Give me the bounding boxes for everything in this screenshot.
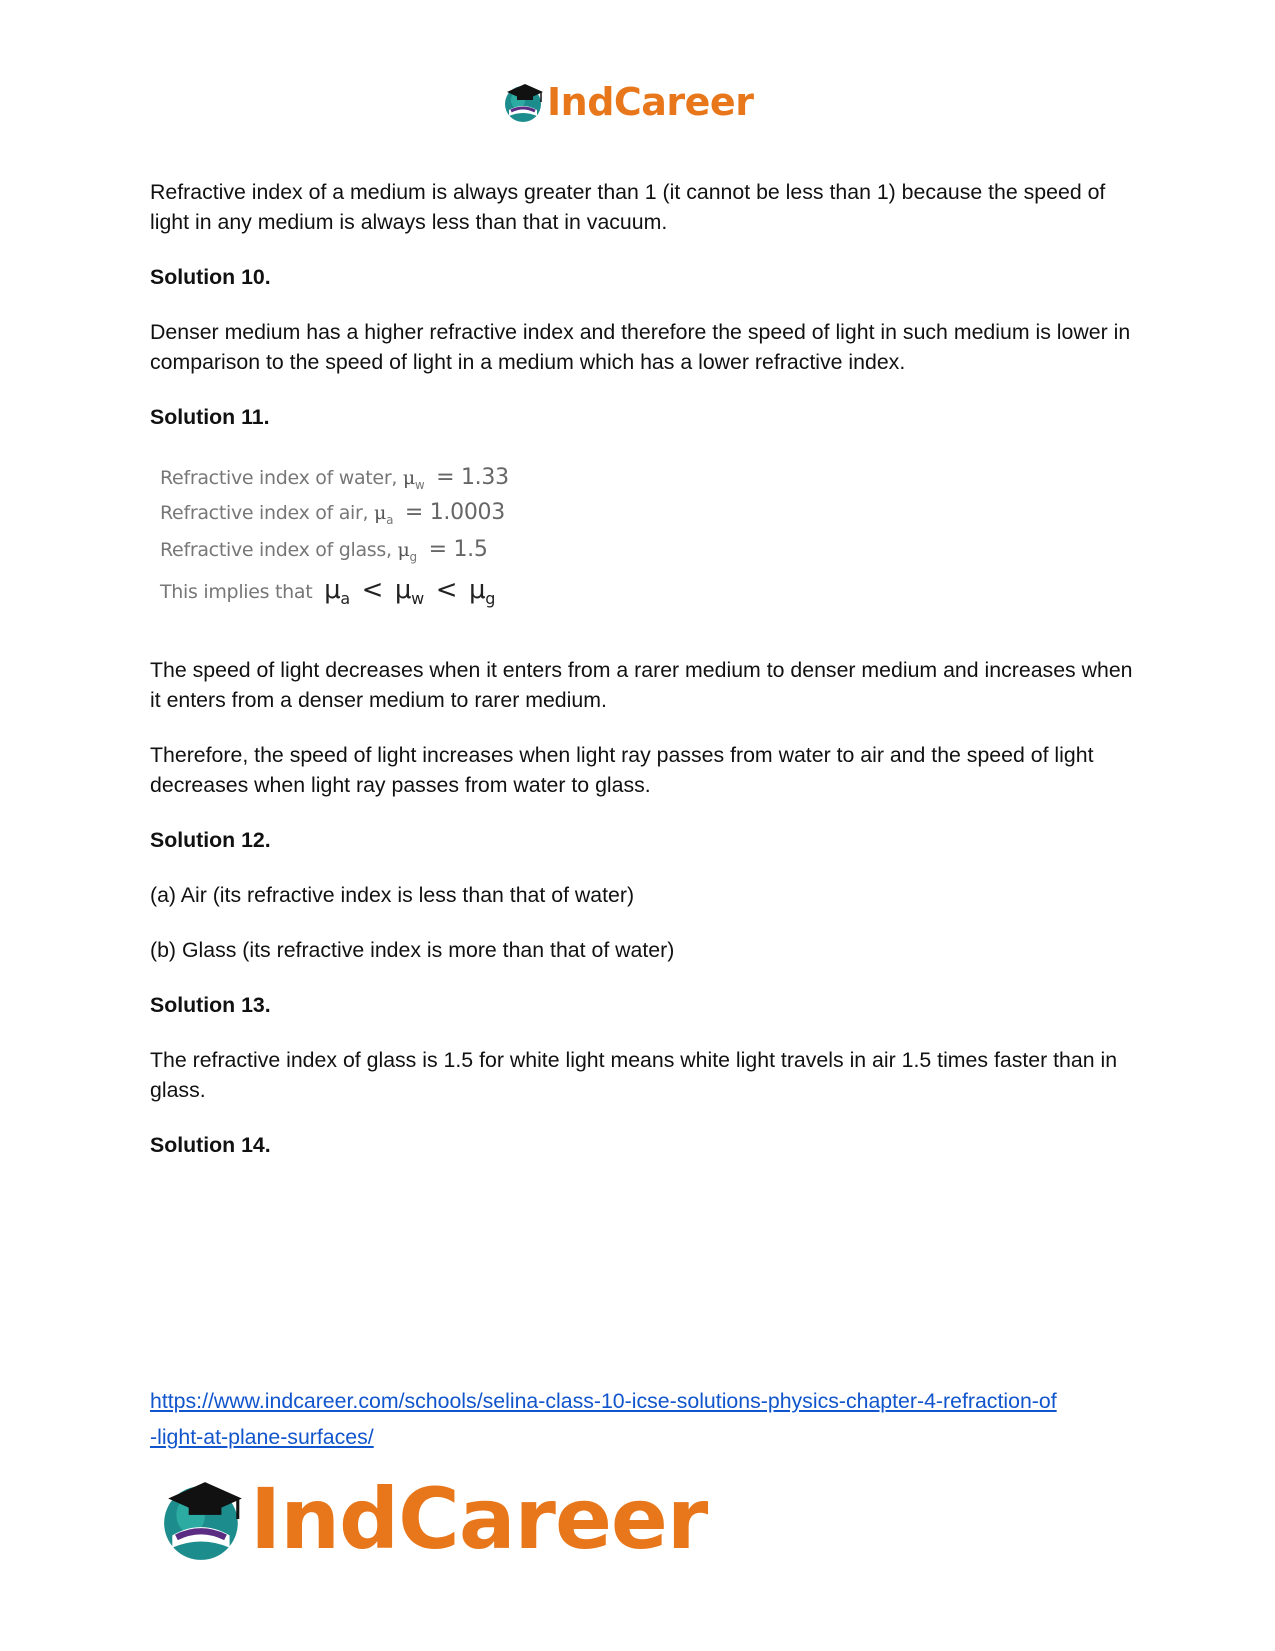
- paragraph-solution-12-b: (b) Glass (its refractive index is more than that of water): [150, 938, 675, 962]
- mu-a-symbol: $\mu_a$: [324, 575, 350, 609]
- footer-link-block: [150, 1383, 1150, 1455]
- document-body: [150, 177, 1135, 1185]
- mu-g-symbol: $\mu_g$: [468, 575, 496, 609]
- globe-graduation-cap-icon: [503, 80, 545, 124]
- indcareer-logo-top: [503, 78, 753, 126]
- formula-line-water: Refractive index of water, $\mu_w = 1.33$: [160, 465, 509, 492]
- mu-symbol: μ: [374, 502, 387, 524]
- paragraph-solution-10: Denser medium has a higher refractive index and therefore the speed of light in such medium is lower in comparison to the speed of light in a medium which has a lower refractive index.: [150, 320, 1131, 374]
- heading-solution-12: Solution 12.: [150, 828, 271, 852]
- indcareer-logo-bottom: [160, 1472, 707, 1566]
- formula-line-air: Refractive index of air, $\mu_a = 1.0003$: [160, 500, 505, 527]
- logo-wordmark: IndCareer: [547, 80, 754, 124]
- logo-wordmark: IndCareer: [250, 1470, 708, 1568]
- heading-solution-11: Solution 11.: [150, 405, 270, 429]
- heading-solution-14: Solution 14.: [150, 1133, 271, 1157]
- formula-line-glass: Refractive index of glass, $\mu_g = 1.5$: [160, 537, 488, 564]
- mu-w-symbol: $\mu_w$: [394, 575, 424, 609]
- mu-symbol: μ: [402, 467, 415, 489]
- paragraph-solution-11-b: Therefore, the speed of light increases when light ray passes from water to air and the speed of light decreases when light ray passes from water to glass.: [150, 743, 1094, 797]
- globe-graduation-cap-icon: [160, 1474, 246, 1564]
- less-than-sign: <: [435, 575, 458, 605]
- formula-line-inequality: This implies that $\mu_a < \mu_w < \mu_g$: [160, 575, 496, 609]
- mu-symbol: μ: [397, 539, 410, 561]
- source-url-link[interactable]: https://www.indcareer.com/schools/selina-class-10-icse-solutions-physics-chapter-4-refraction-of -light-at-plane-surfaces/: [150, 1389, 1057, 1449]
- paragraph-solution-13: The refractive index of glass is 1.5 for white light means white light travels in air 1.5 times faster than in glass.: [150, 1048, 1118, 1102]
- paragraph-refractive-index: Refractive index of a medium is always greater than 1 (it cannot be less than 1) because the speed of light in any medium is always less than that in vacuum.: [150, 180, 1106, 234]
- paragraph-solution-11-a: The speed of light decreases when it enters from a rarer medium to denser medium and increases when it enters from a denser medium to rarer medium.: [150, 658, 1133, 712]
- paragraph-solution-12-a: (a) Air (its refractive index is less than that of water): [150, 883, 635, 907]
- heading-solution-13: Solution 13.: [150, 993, 271, 1017]
- heading-solution-10: Solution 10.: [150, 265, 271, 289]
- refractive-index-formula-image: [160, 457, 560, 627]
- less-than-sign: <: [361, 575, 384, 605]
